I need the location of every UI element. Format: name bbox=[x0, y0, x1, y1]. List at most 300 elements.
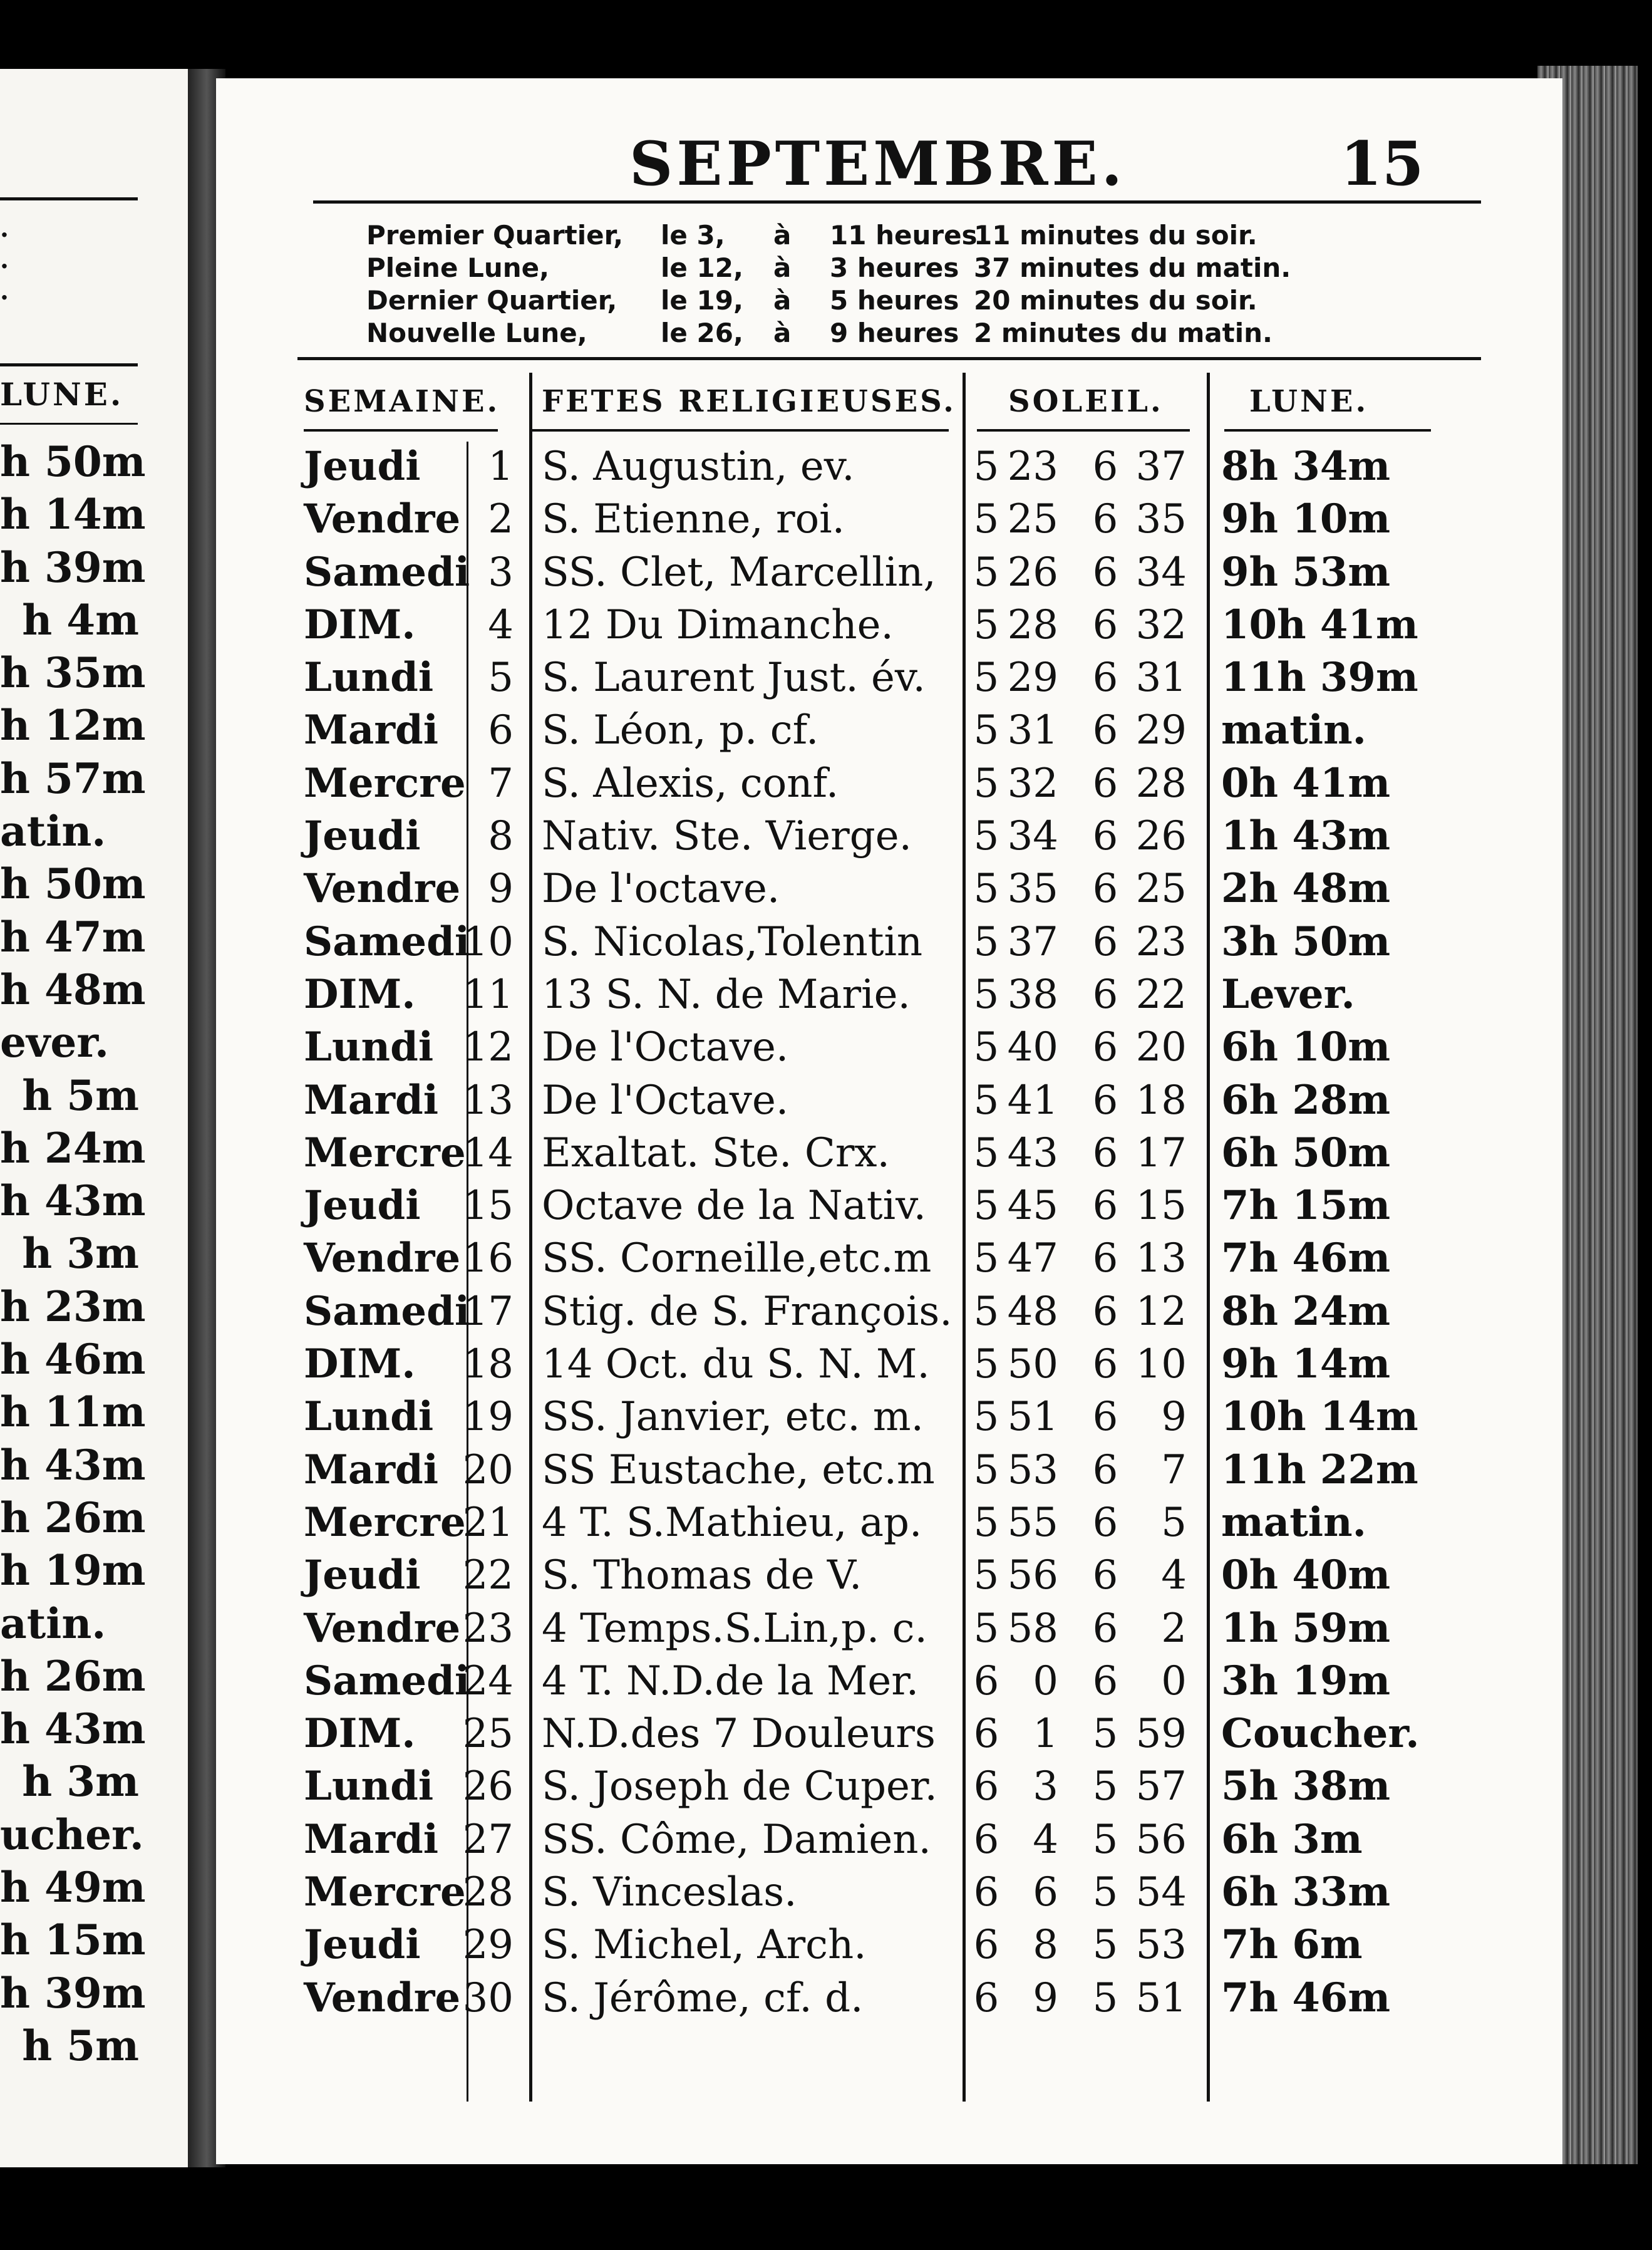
cell-feast: 14 Oct. du S. N. M. bbox=[542, 1341, 930, 1388]
cell-sm: 12 bbox=[1135, 1288, 1187, 1335]
table-row bbox=[216, 810, 1562, 863]
phase-name: Dernier Quartier, bbox=[366, 285, 617, 316]
cell-day: Mardi bbox=[304, 1815, 439, 1863]
cell-rm: 9 bbox=[1033, 1974, 1058, 2021]
cell-feast: Stig. de S. François. bbox=[542, 1288, 952, 1335]
left-lune-value: h 14m bbox=[0, 490, 146, 539]
cell-num: 11 bbox=[462, 971, 514, 1018]
cell-lune: 7h 6m bbox=[1221, 1921, 1363, 1969]
left-lune-value: atin. bbox=[0, 1599, 106, 1648]
cell-feast: 4 T. N.D.de la Mer. bbox=[542, 1657, 919, 1704]
cell-rh: 5 bbox=[973, 1183, 999, 1230]
left-lune-value: h 23m bbox=[0, 1282, 146, 1331]
cell-rh: 5 bbox=[973, 1235, 999, 1282]
cell-day: Mercre bbox=[304, 1129, 466, 1176]
left-lune-value: h 5m bbox=[22, 1071, 139, 1120]
cell-rh: 6 bbox=[973, 1711, 999, 1758]
cell-lune: 7h 46m bbox=[1221, 1235, 1391, 1282]
cell-sm: 31 bbox=[1135, 655, 1187, 702]
cell-lune: 2h 48m bbox=[1221, 865, 1391, 913]
table-row bbox=[216, 1972, 1562, 2024]
cell-rh: 5 bbox=[973, 549, 999, 596]
cell-rh: 5 bbox=[973, 1341, 999, 1388]
cell-day: DIM. bbox=[304, 601, 416, 648]
cell-rm: 48 bbox=[1007, 1288, 1058, 1335]
cell-rm: 0 bbox=[1033, 1657, 1058, 1704]
cell-rh: 5 bbox=[973, 655, 999, 702]
col-header-semaine: SEMAINE. bbox=[304, 384, 500, 419]
cell-sm: 28 bbox=[1135, 760, 1187, 807]
cell-lune: 8h 34m bbox=[1221, 443, 1391, 490]
cell-feast: De l'Octave. bbox=[542, 1077, 789, 1124]
table-row bbox=[216, 1708, 1562, 1760]
cell-sm: 53 bbox=[1135, 1922, 1187, 1969]
cell-rm: 4 bbox=[1033, 1816, 1058, 1863]
cell-sm: 59 bbox=[1135, 1711, 1187, 1758]
cell-day: Samedi bbox=[304, 1657, 470, 1704]
header-underline-lune bbox=[1224, 429, 1431, 432]
left-lune-value: h 39m bbox=[0, 1968, 146, 2018]
left-phase-fragment: . bbox=[0, 276, 9, 306]
cell-day: Vendre bbox=[304, 1604, 461, 1652]
cell-day: DIM. bbox=[304, 1340, 416, 1388]
cell-day: Mardi bbox=[304, 1076, 439, 1124]
cell-feast: De l'Octave. bbox=[542, 1024, 789, 1071]
header-underline-semaine bbox=[304, 429, 498, 432]
phase-a: à bbox=[773, 252, 792, 283]
left-page-rule-hdr bbox=[0, 423, 138, 425]
cell-feast: S. Joseph de Cuper. bbox=[542, 1763, 937, 1810]
cell-feast: 4 Temps.S.Lin,p. c. bbox=[542, 1605, 927, 1652]
cell-lune: Lever. bbox=[1221, 970, 1355, 1018]
cell-num: 13 bbox=[462, 1077, 514, 1124]
cell-rm: 45 bbox=[1007, 1183, 1058, 1230]
cell-rm: 29 bbox=[1007, 655, 1058, 702]
cell-num: 30 bbox=[462, 1974, 514, 2021]
cell-day: Lundi bbox=[304, 1024, 434, 1071]
cell-rh: 6 bbox=[973, 1869, 999, 1916]
cell-rm: 3 bbox=[1033, 1763, 1058, 1810]
cell-rh: 5 bbox=[973, 813, 999, 860]
phase-heures: 11 heures bbox=[830, 220, 978, 251]
cell-rh: 5 bbox=[973, 707, 999, 754]
left-lune-value: atin. bbox=[0, 807, 106, 856]
table-row bbox=[216, 1021, 1562, 1074]
phase-row bbox=[366, 252, 1291, 284]
cell-feast: S. Etienne, roi. bbox=[542, 496, 845, 543]
table-row bbox=[216, 1285, 1562, 1338]
cell-sm: 18 bbox=[1135, 1077, 1187, 1124]
cell-rm: 41 bbox=[1007, 1077, 1058, 1124]
left-lune-list bbox=[0, 435, 146, 2072]
cell-num: 17 bbox=[462, 1288, 514, 1335]
left-lune-value: h 43m bbox=[0, 1440, 146, 1490]
cell-day: Jeudi bbox=[304, 1182, 421, 1230]
cell-num: 28 bbox=[462, 1869, 514, 1916]
cell-sm: 57 bbox=[1135, 1763, 1187, 1810]
cell-lune: 10h 41m bbox=[1221, 601, 1418, 648]
cell-rm: 58 bbox=[1007, 1605, 1058, 1652]
phase-le: le 12, bbox=[661, 252, 743, 283]
cell-lune: 3h 50m bbox=[1221, 918, 1391, 965]
cell-rh: 5 bbox=[973, 918, 999, 965]
cell-sh: 6 bbox=[1092, 813, 1118, 860]
cell-feast: SS. Janvier, etc. m. bbox=[542, 1394, 924, 1441]
table-row bbox=[216, 863, 1562, 915]
cell-day: Mardi bbox=[304, 1446, 439, 1493]
cell-sh: 6 bbox=[1092, 918, 1118, 965]
cell-rh: 5 bbox=[973, 866, 999, 913]
cell-sh: 6 bbox=[1092, 655, 1118, 702]
phase-row bbox=[366, 219, 1291, 252]
cell-lune: 6h 50m bbox=[1221, 1129, 1391, 1176]
cell-feast: Exaltat. Ste. Crx. bbox=[542, 1129, 890, 1176]
month-title: SEPTEMBRE. bbox=[629, 128, 1127, 199]
cell-rh: 5 bbox=[973, 1288, 999, 1335]
cell-feast: 4 T. S.Mathieu, ap. bbox=[542, 1499, 922, 1546]
cell-rm: 8 bbox=[1033, 1922, 1058, 1969]
cell-lune: 1h 43m bbox=[1221, 812, 1391, 860]
cell-feast: N.D.des 7 Douleurs bbox=[542, 1711, 936, 1758]
left-lune-value: h 43m bbox=[0, 1704, 146, 1754]
cell-feast: 12 Du Dimanche. bbox=[542, 601, 894, 648]
cell-rm: 43 bbox=[1007, 1129, 1058, 1176]
cell-lune: 0h 41m bbox=[1221, 759, 1391, 807]
left-lune-value: h 24m bbox=[0, 1123, 146, 1173]
cell-rm: 51 bbox=[1007, 1394, 1058, 1441]
cell-rm: 55 bbox=[1007, 1499, 1058, 1546]
cell-sm: 26 bbox=[1135, 813, 1187, 860]
cell-feast: 13 S. N. de Marie. bbox=[542, 971, 911, 1018]
cell-num: 29 bbox=[462, 1922, 514, 1969]
left-lune-value: h 47m bbox=[0, 912, 146, 962]
cell-sh: 6 bbox=[1092, 760, 1118, 807]
table-row bbox=[216, 493, 1562, 546]
cell-rm: 50 bbox=[1007, 1341, 1058, 1388]
cell-sm: 32 bbox=[1135, 601, 1187, 648]
left-lune-value: h 4m bbox=[22, 595, 139, 645]
left-lune-header: LUNE. bbox=[0, 376, 124, 413]
phase-minutes: 11 minutes du soir. bbox=[974, 220, 1257, 251]
cell-day: Jeudi bbox=[304, 1552, 421, 1599]
col-header-soleil: SOLEIL. bbox=[1008, 384, 1164, 419]
cell-rm: 37 bbox=[1007, 918, 1058, 965]
cell-sm: 9 bbox=[1161, 1394, 1187, 1441]
cell-sh: 6 bbox=[1092, 1235, 1118, 1282]
phase-le: le 19, bbox=[661, 285, 743, 316]
cell-feast: S. Augustin, ev. bbox=[542, 443, 855, 490]
cell-feast: S. Laurent Just. év. bbox=[542, 655, 926, 702]
left-lune-value: h 12m bbox=[0, 701, 146, 750]
cell-sh: 6 bbox=[1092, 443, 1118, 490]
phase-name: Nouvelle Lune, bbox=[366, 318, 587, 348]
cell-rh: 5 bbox=[973, 601, 999, 648]
table-row bbox=[216, 1444, 1562, 1496]
cell-day: DIM. bbox=[304, 970, 416, 1018]
phase-heures: 5 heures bbox=[830, 285, 959, 316]
phase-minutes: 2 minutes du matin. bbox=[974, 318, 1273, 348]
left-lune-value: h 11m bbox=[0, 1387, 146, 1437]
cell-sm: 29 bbox=[1135, 707, 1187, 754]
cell-sh: 6 bbox=[1092, 1077, 1118, 1124]
cell-sh: 6 bbox=[1092, 1552, 1118, 1599]
cell-sh: 6 bbox=[1092, 549, 1118, 596]
cell-num: 12 bbox=[462, 1024, 514, 1071]
cell-sh: 5 bbox=[1092, 1711, 1118, 1758]
cell-num: 25 bbox=[462, 1711, 514, 1758]
cell-sm: 20 bbox=[1135, 1024, 1187, 1071]
cell-feast: S. Alexis, conf. bbox=[542, 760, 839, 807]
cell-day: Samedi bbox=[304, 918, 470, 965]
table-row bbox=[216, 916, 1562, 968]
cell-lune: 6h 33m bbox=[1221, 1869, 1391, 1916]
left-page-rule-top bbox=[0, 197, 138, 200]
cell-day: DIM. bbox=[304, 1710, 416, 1758]
cell-sm: 4 bbox=[1161, 1552, 1187, 1599]
table-row bbox=[216, 440, 1562, 493]
phase-minutes: 20 minutes du soir. bbox=[974, 285, 1257, 316]
cell-feast: De l'octave. bbox=[542, 866, 780, 913]
cell-day: Mercre bbox=[304, 1869, 466, 1916]
calendar-table bbox=[216, 440, 1562, 2024]
cell-sh: 6 bbox=[1092, 1024, 1118, 1071]
phase-row bbox=[366, 284, 1291, 317]
cell-rm: 53 bbox=[1007, 1446, 1058, 1493]
cell-sh: 6 bbox=[1092, 496, 1118, 543]
left-lune-value: h 3m bbox=[22, 1229, 139, 1278]
cell-feast: SS Eustache, etc.m bbox=[542, 1446, 935, 1493]
cell-lune: 1h 59m bbox=[1221, 1604, 1391, 1652]
cell-lune: 6h 10m bbox=[1221, 1024, 1391, 1071]
cell-lune: 9h 14m bbox=[1221, 1340, 1391, 1388]
cell-sm: 34 bbox=[1135, 549, 1187, 596]
cell-feast: S. Vinceslas. bbox=[542, 1869, 797, 1916]
cell-num: 2 bbox=[488, 496, 514, 543]
phase-heures: 3 heures bbox=[830, 252, 959, 283]
cell-rh: 5 bbox=[973, 443, 999, 490]
moon-phases bbox=[366, 219, 1291, 350]
cell-rm: 1 bbox=[1033, 1711, 1058, 1758]
cell-num: 7 bbox=[488, 760, 514, 807]
cell-day: Lundi bbox=[304, 1763, 434, 1810]
left-lune-value: h 19m bbox=[0, 1546, 146, 1595]
left-lune-value: h 50m bbox=[0, 437, 146, 486]
cell-day: Jeudi bbox=[304, 443, 421, 490]
left-lune-value: h 49m bbox=[0, 1863, 146, 1912]
cell-num: 27 bbox=[462, 1816, 514, 1863]
cell-sm: 54 bbox=[1135, 1869, 1187, 1916]
cell-day: Mardi bbox=[304, 707, 439, 754]
calendar-page bbox=[216, 78, 1562, 2164]
table-row bbox=[216, 1232, 1562, 1285]
cell-rh: 5 bbox=[973, 496, 999, 543]
cell-sh: 6 bbox=[1092, 1183, 1118, 1230]
cell-rh: 5 bbox=[973, 1077, 999, 1124]
col-header-fetes: FETES RELIGIEUSES. bbox=[542, 384, 956, 419]
cell-lune: 5h 38m bbox=[1221, 1763, 1391, 1810]
cell-sm: 13 bbox=[1135, 1235, 1187, 1282]
left-lune-value: h 15m bbox=[0, 1916, 146, 1965]
cell-day: Jeudi bbox=[304, 1921, 421, 1969]
table-row bbox=[216, 1074, 1562, 1127]
cell-rm: 56 bbox=[1007, 1552, 1058, 1599]
cell-lune: 7h 15m bbox=[1221, 1182, 1391, 1230]
cell-num: 15 bbox=[462, 1183, 514, 1230]
cell-rm: 34 bbox=[1007, 813, 1058, 860]
cell-sh: 6 bbox=[1092, 1394, 1118, 1441]
phase-a: à bbox=[773, 285, 792, 316]
cell-sh: 5 bbox=[1092, 1869, 1118, 1916]
cell-rh: 6 bbox=[973, 1816, 999, 1863]
cell-lune: 3h 19m bbox=[1221, 1657, 1391, 1704]
cell-sm: 37 bbox=[1135, 443, 1187, 490]
cell-sh: 6 bbox=[1092, 1499, 1118, 1546]
cell-rh: 6 bbox=[973, 1763, 999, 1810]
cell-rm: 40 bbox=[1007, 1024, 1058, 1071]
cell-lune: matin. bbox=[1221, 1498, 1366, 1546]
cell-rm: 6 bbox=[1033, 1869, 1058, 1916]
cell-day: Samedi bbox=[304, 548, 470, 596]
header-underline-fetes bbox=[532, 429, 949, 432]
cell-sh: 6 bbox=[1092, 971, 1118, 1018]
cell-sh: 6 bbox=[1092, 1341, 1118, 1388]
cell-day: Jeudi bbox=[304, 812, 421, 860]
table-row bbox=[216, 546, 1562, 599]
table-row bbox=[216, 1813, 1562, 1866]
table-row bbox=[216, 1760, 1562, 1813]
cell-sm: 2 bbox=[1161, 1605, 1187, 1652]
cell-lune: 11h 22m bbox=[1221, 1446, 1418, 1493]
left-page-phase-fragments bbox=[0, 213, 9, 307]
cell-rm: 31 bbox=[1007, 707, 1058, 754]
cell-feast: S. Nicolas,Tolentin bbox=[542, 918, 923, 965]
table-row bbox=[216, 1496, 1562, 1549]
cell-sh: 5 bbox=[1092, 1763, 1118, 1810]
cell-sh: 6 bbox=[1092, 1605, 1118, 1652]
cell-rm: 38 bbox=[1007, 971, 1058, 1018]
cell-lune: 9h 10m bbox=[1221, 495, 1391, 543]
cell-feast: SS. Clet, Marcellin, bbox=[542, 549, 936, 596]
cell-num: 24 bbox=[462, 1657, 514, 1704]
cell-rh: 5 bbox=[973, 1129, 999, 1176]
cell-day: Lundi bbox=[304, 654, 434, 702]
cell-num: 22 bbox=[462, 1552, 514, 1599]
table-row bbox=[216, 1549, 1562, 1602]
cell-lune: 0h 40m bbox=[1221, 1552, 1391, 1599]
cell-feast: S. Jérôme, cf. d. bbox=[542, 1974, 864, 2021]
left-lune-value: h 57m bbox=[0, 754, 146, 803]
cell-rh: 5 bbox=[973, 760, 999, 807]
cell-num: 14 bbox=[462, 1129, 514, 1176]
cell-lune: Coucher. bbox=[1221, 1710, 1420, 1758]
phase-name: Pleine Lune, bbox=[366, 252, 550, 283]
left-lune-value: h 5m bbox=[22, 2021, 139, 2070]
cell-sm: 23 bbox=[1135, 918, 1187, 965]
cell-rh: 5 bbox=[973, 971, 999, 1018]
cell-num: 21 bbox=[462, 1499, 514, 1546]
cell-sm: 15 bbox=[1135, 1183, 1187, 1230]
cell-num: 20 bbox=[462, 1446, 514, 1493]
cell-rh: 6 bbox=[973, 1922, 999, 1969]
table-row bbox=[216, 757, 1562, 810]
left-lune-value: h 48m bbox=[0, 965, 146, 1014]
cell-sh: 6 bbox=[1092, 1657, 1118, 1704]
cell-rm: 35 bbox=[1007, 866, 1058, 913]
cell-sm: 7 bbox=[1161, 1446, 1187, 1493]
cell-sh: 6 bbox=[1092, 1129, 1118, 1176]
header-rule bbox=[313, 200, 1481, 204]
left-lune-value: h 46m bbox=[0, 1335, 146, 1384]
phase-le: le 26, bbox=[661, 318, 743, 348]
cell-num: 18 bbox=[462, 1341, 514, 1388]
cell-lune: 10h 14m bbox=[1221, 1393, 1418, 1441]
cell-feast: S. Thomas de V. bbox=[542, 1552, 862, 1599]
cell-sm: 25 bbox=[1135, 866, 1187, 913]
table-row bbox=[216, 1179, 1562, 1232]
cell-sm: 56 bbox=[1135, 1816, 1187, 1863]
cell-day: Lundi bbox=[304, 1393, 434, 1441]
cell-feast: Octave de la Nativ. bbox=[542, 1183, 926, 1230]
table-row bbox=[216, 599, 1562, 651]
cell-sm: 22 bbox=[1135, 971, 1187, 1018]
cell-day: Samedi bbox=[304, 1287, 470, 1335]
cell-rh: 5 bbox=[973, 1394, 999, 1441]
cell-num: 3 bbox=[488, 549, 514, 596]
cell-rh: 6 bbox=[973, 1657, 999, 1704]
left-facing-page bbox=[0, 69, 194, 2167]
cell-lune: 7h 46m bbox=[1221, 1974, 1391, 2021]
phase-row bbox=[366, 317, 1291, 350]
cell-rm: 47 bbox=[1007, 1235, 1058, 1282]
cell-sh: 6 bbox=[1092, 1446, 1118, 1493]
cell-rh: 6 bbox=[973, 1974, 999, 2021]
cell-sh: 6 bbox=[1092, 866, 1118, 913]
cell-sm: 51 bbox=[1135, 1974, 1187, 2021]
cell-sh: 5 bbox=[1092, 1922, 1118, 1969]
cell-sm: 35 bbox=[1135, 496, 1187, 543]
left-lune-value: h 39m bbox=[0, 542, 146, 592]
phase-a: à bbox=[773, 220, 792, 251]
cell-day: Vendre bbox=[304, 1974, 461, 2021]
cell-rm: 25 bbox=[1007, 496, 1058, 543]
table-row bbox=[216, 1127, 1562, 1179]
cell-num: 5 bbox=[488, 655, 514, 702]
table-row bbox=[216, 651, 1562, 704]
cell-num: 19 bbox=[462, 1394, 514, 1441]
cell-lune: 11h 39m bbox=[1221, 654, 1418, 702]
cell-num: 8 bbox=[488, 813, 514, 860]
cell-num: 26 bbox=[462, 1763, 514, 1810]
cell-day: Vendre bbox=[304, 865, 461, 913]
cell-feast: SS. Côme, Damien. bbox=[542, 1816, 931, 1863]
table-row bbox=[216, 704, 1562, 757]
cell-rh: 5 bbox=[973, 1605, 999, 1652]
cell-sm: 10 bbox=[1135, 1341, 1187, 1388]
table-row bbox=[216, 1338, 1562, 1391]
cell-rh: 5 bbox=[973, 1446, 999, 1493]
table-row bbox=[216, 1391, 1562, 1443]
cell-lune: 8h 24m bbox=[1221, 1287, 1391, 1335]
col-header-lune: LUNE. bbox=[1249, 384, 1369, 419]
left-lune-value: h 26m bbox=[0, 1651, 146, 1701]
cell-rh: 5 bbox=[973, 1024, 999, 1071]
table-row bbox=[216, 968, 1562, 1021]
left-lune-value: h 35m bbox=[0, 648, 146, 698]
table-row bbox=[216, 1866, 1562, 1919]
cell-sm: 5 bbox=[1161, 1499, 1187, 1546]
cell-rm: 28 bbox=[1007, 601, 1058, 648]
cell-day: Vendre bbox=[304, 495, 461, 543]
